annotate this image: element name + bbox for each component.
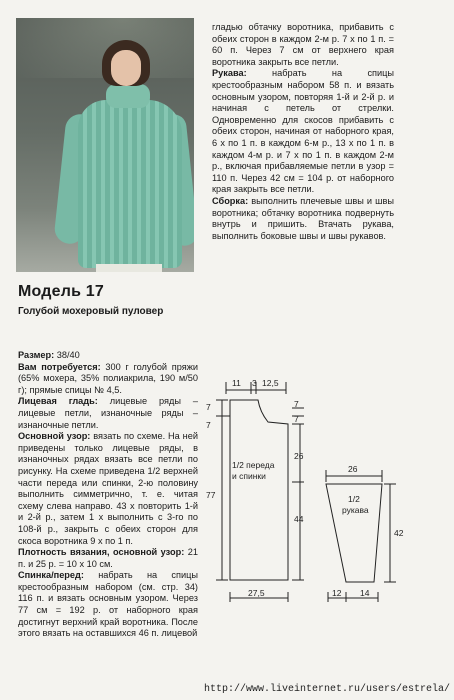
dim-44: 44 [294,514,304,524]
sleeve-label: Рукава: [212,68,247,79]
materials-label: Вам потребуется: [18,361,101,372]
dim-11: 11 [232,378,241,388]
dim-26-front: 26 [294,451,304,461]
gauge-label: Плотность вязания, основной узор: [18,547,185,558]
dim-12-5: 12,5 [262,378,279,388]
sleeve-height-42: 42 [394,528,404,538]
back-front-label: Спинка/перед: [18,570,84,581]
sleeve-top-26: 26 [348,464,358,474]
stockinette-label: Лицевая гладь: [18,396,98,407]
pattern-diagram [196,372,436,612]
dim-27-5: 27,5 [248,588,265,598]
dim-7-left-bottom: 7 [206,420,211,430]
right-column-text [212,22,394,242]
dim-3: 3 [252,378,257,388]
front-back-label-2: и спинки [232,471,266,481]
model-photo [16,18,194,272]
front-back-label-1: 1/2 переда [232,460,275,470]
size-value: 38/40 [56,350,80,360]
dim-7-right-bottom: 7 [294,414,299,424]
gauge-text: 21 п. и 25 р. = 10 х 10 см. [18,547,198,569]
assembly-text: выполнить плечевые швы и швы воротника; обтачку воротника подвернуть внутрь и пришить. Втачать рукава, выполнить боковые швы и швы рукавов. [212,195,394,241]
sleeve-bottom-12: 12 [332,588,342,598]
dim-7-left-top: 7 [206,402,211,412]
sleeve-label-2: рукава [342,505,369,515]
materials-text: 300 г голубой пряжи (65% мохера, 35% полиакрила, 190 м/50 г); прямые спицы № 4,5. [18,361,198,395]
dim-7-right-top: 7 [294,399,299,409]
left-column-text [18,350,198,640]
back-front-text: набрать на спицы крестообразным набором (см. стр. 34) 116 п. и вязать основным узором. Через 77 см = 192 р. от наборного края достигнут верхний край воротника. После этого вязать на оставшихся 46 п. лицевой [18,570,198,639]
source-url[interactable]: http://www.liveinternet.ru/users/estrela/ [204,684,451,695]
front-back-outline [230,400,288,580]
dim-77: 77 [206,490,216,500]
size-label: Размер: [18,350,55,360]
sleeve-bottom-14: 14 [360,588,370,598]
main-pattern-label: Основной узор: [18,431,91,442]
sleeve-text: набрать на спицы крестообразным набором 58 п. и вязать основным узором, повторяя 1-й и 2-й р. и начиная с петель от стрелки. Одновременно для скосов прибавить с обеих сторон, начиная от наборного края, 6 х по 1 п. в каждом 6-м р., 13 х по 1 п. в каждом 4-м р. и 7 х по 1 п. в каждом 2-м р., включая прибавляемые петли в узор = 110 п. Через 42 см = 104 р. от наборного края закрыть все петли. [212,68,395,195]
collar-text: гладью обтачку воротника, прибавить с обеих сторон в каждом 2-м р. 7 х по 1 п. = 60 п. Через 7 см от верхнего края воротника закрыть все петли. [212,22,394,67]
main-pattern-text: вязать по схеме. На ней приведены только лицевые ряды, в изнаночных рядах вязать все петли по рисунку. На схеме приведена 1/2 верхней части переда или спинки, 2-ю половину выполнить симметрично, т. е. читая схему слева направо. 43 х повторить 1-й и 2-й р., затем 1 х выполнить с 3-го по 108-й р., закрыть с обеих сторон для скоса воротника 9 х по 1 п. [18,431,198,546]
model-title: Модель 17 [18,283,104,300]
assembly-label: Сборка: [212,195,249,206]
sleeve-label-1: 1/2 [348,494,360,504]
model-subtitle: Голубой мохеровый пуловер [18,306,164,317]
stockinette-text: лицевые ряды – лицевые петли, изнаночные ряды – изнаночные петли. [18,396,198,430]
